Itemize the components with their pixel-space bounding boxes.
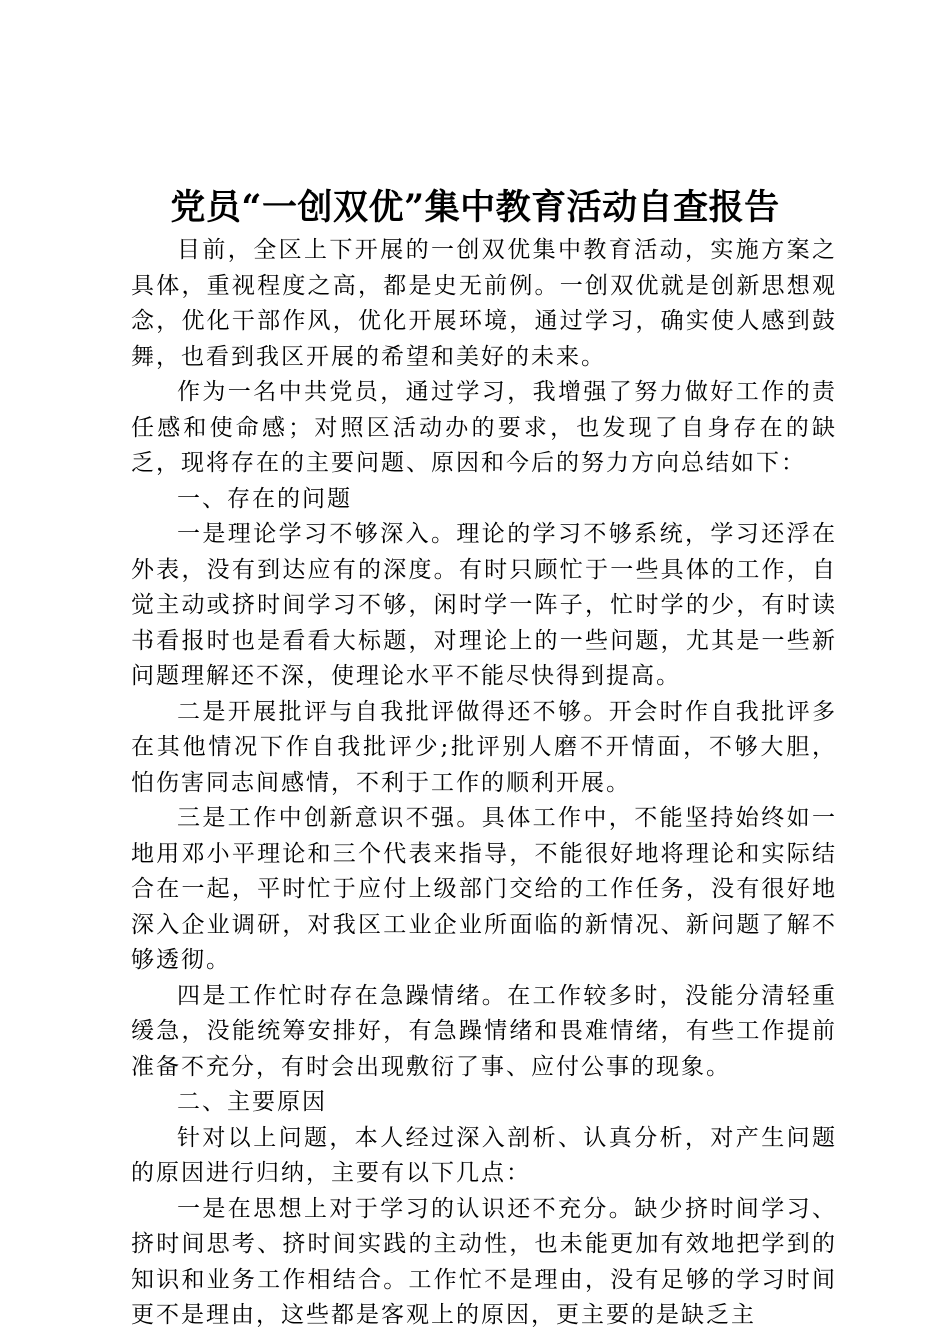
paragraph-purpose: 作为一名中共党员，通过学习，我增强了努力做好工作的责任感和使命感；对照区活动办的要求，也发现了自身存在的缺乏，现将存在的主要问题、原因和今后的努力方向总结如下： — [131, 379, 837, 476]
paragraph-problem-3: 三是工作中创新意识不强。具体工作中，不能坚持始终如一地用邓小平理论和三个代表来指导，不能很好地将理论和实际结合在一起，平时忙于应付上级部门交给的工作任务，没有很好地深入企业调研，对我区工业企业所面临的新情况、新问题了解不够透彻。 — [131, 805, 837, 973]
paragraph-causes-intro: 针对以上问题，本人经过深入剖析、认真分析，对产生问题的原因进行归纳，主要有以下几点： — [131, 1124, 837, 1186]
paragraph-problem-1: 一是理论学习不够深入。理论的学习不够系统，学习还浮在外表，没有到达应有的深度。有时只顾忙于一些具体的工作，自觉主动或挤时间学习不够，闲时学一阵子，忙时学的少，有时读书看报时也是看看大标题，对理论上的一些问题，尤其是一些新问题理解还不深，使理论水平不能尽快得到提高。 — [131, 521, 837, 689]
document-body — [131, 233, 837, 1334]
paragraph-problem-4: 四是工作忙时存在急躁情绪。在工作较多时，没能分清轻重缓急，没能统筹安排好，有急躁情绪和畏难情绪，有些工作提前准备不充分，有时会出现敷衍了事、应付公事的现象。 — [131, 982, 837, 1080]
paragraph-problem-2: 二是开展批评与自我批评做得还不够。开会时作自我批评多在其他情况下作自我批评少;批评别人磨不开情面，不够大胆，怕伤害同志间感情，不利于工作的顺利开展。 — [131, 698, 837, 796]
section-heading-causes: 二、主要原因 — [177, 1089, 327, 1115]
paragraph-cause-1: 一是在思想上对于学习的认识还不充分。缺少挤时间学习、挤时间思考、挤时间实践的主动性，也未能更加有效地把学到的知识和业务工作相结合。工作忙不是理由，没有足够的学习时间更不是理由，这些都是客观上的原因，更主要的是缺乏主 — [131, 1195, 837, 1328]
paragraph-intro: 目前，全区上下开展的一创双优集中教育活动，实施方案之具体，重视程度之高，都是史无前例。一创双优就是创新思想观念，优化干部作风，优化开展环境，通过学习，确实使人感到鼓舞，也看到我区开展的希望和美好的未来。 — [131, 237, 837, 370]
section-heading-problems: 一、存在的问题 — [177, 485, 352, 512]
document-title: 党员“一创双优”集中教育活动自查报告 — [170, 187, 780, 228]
